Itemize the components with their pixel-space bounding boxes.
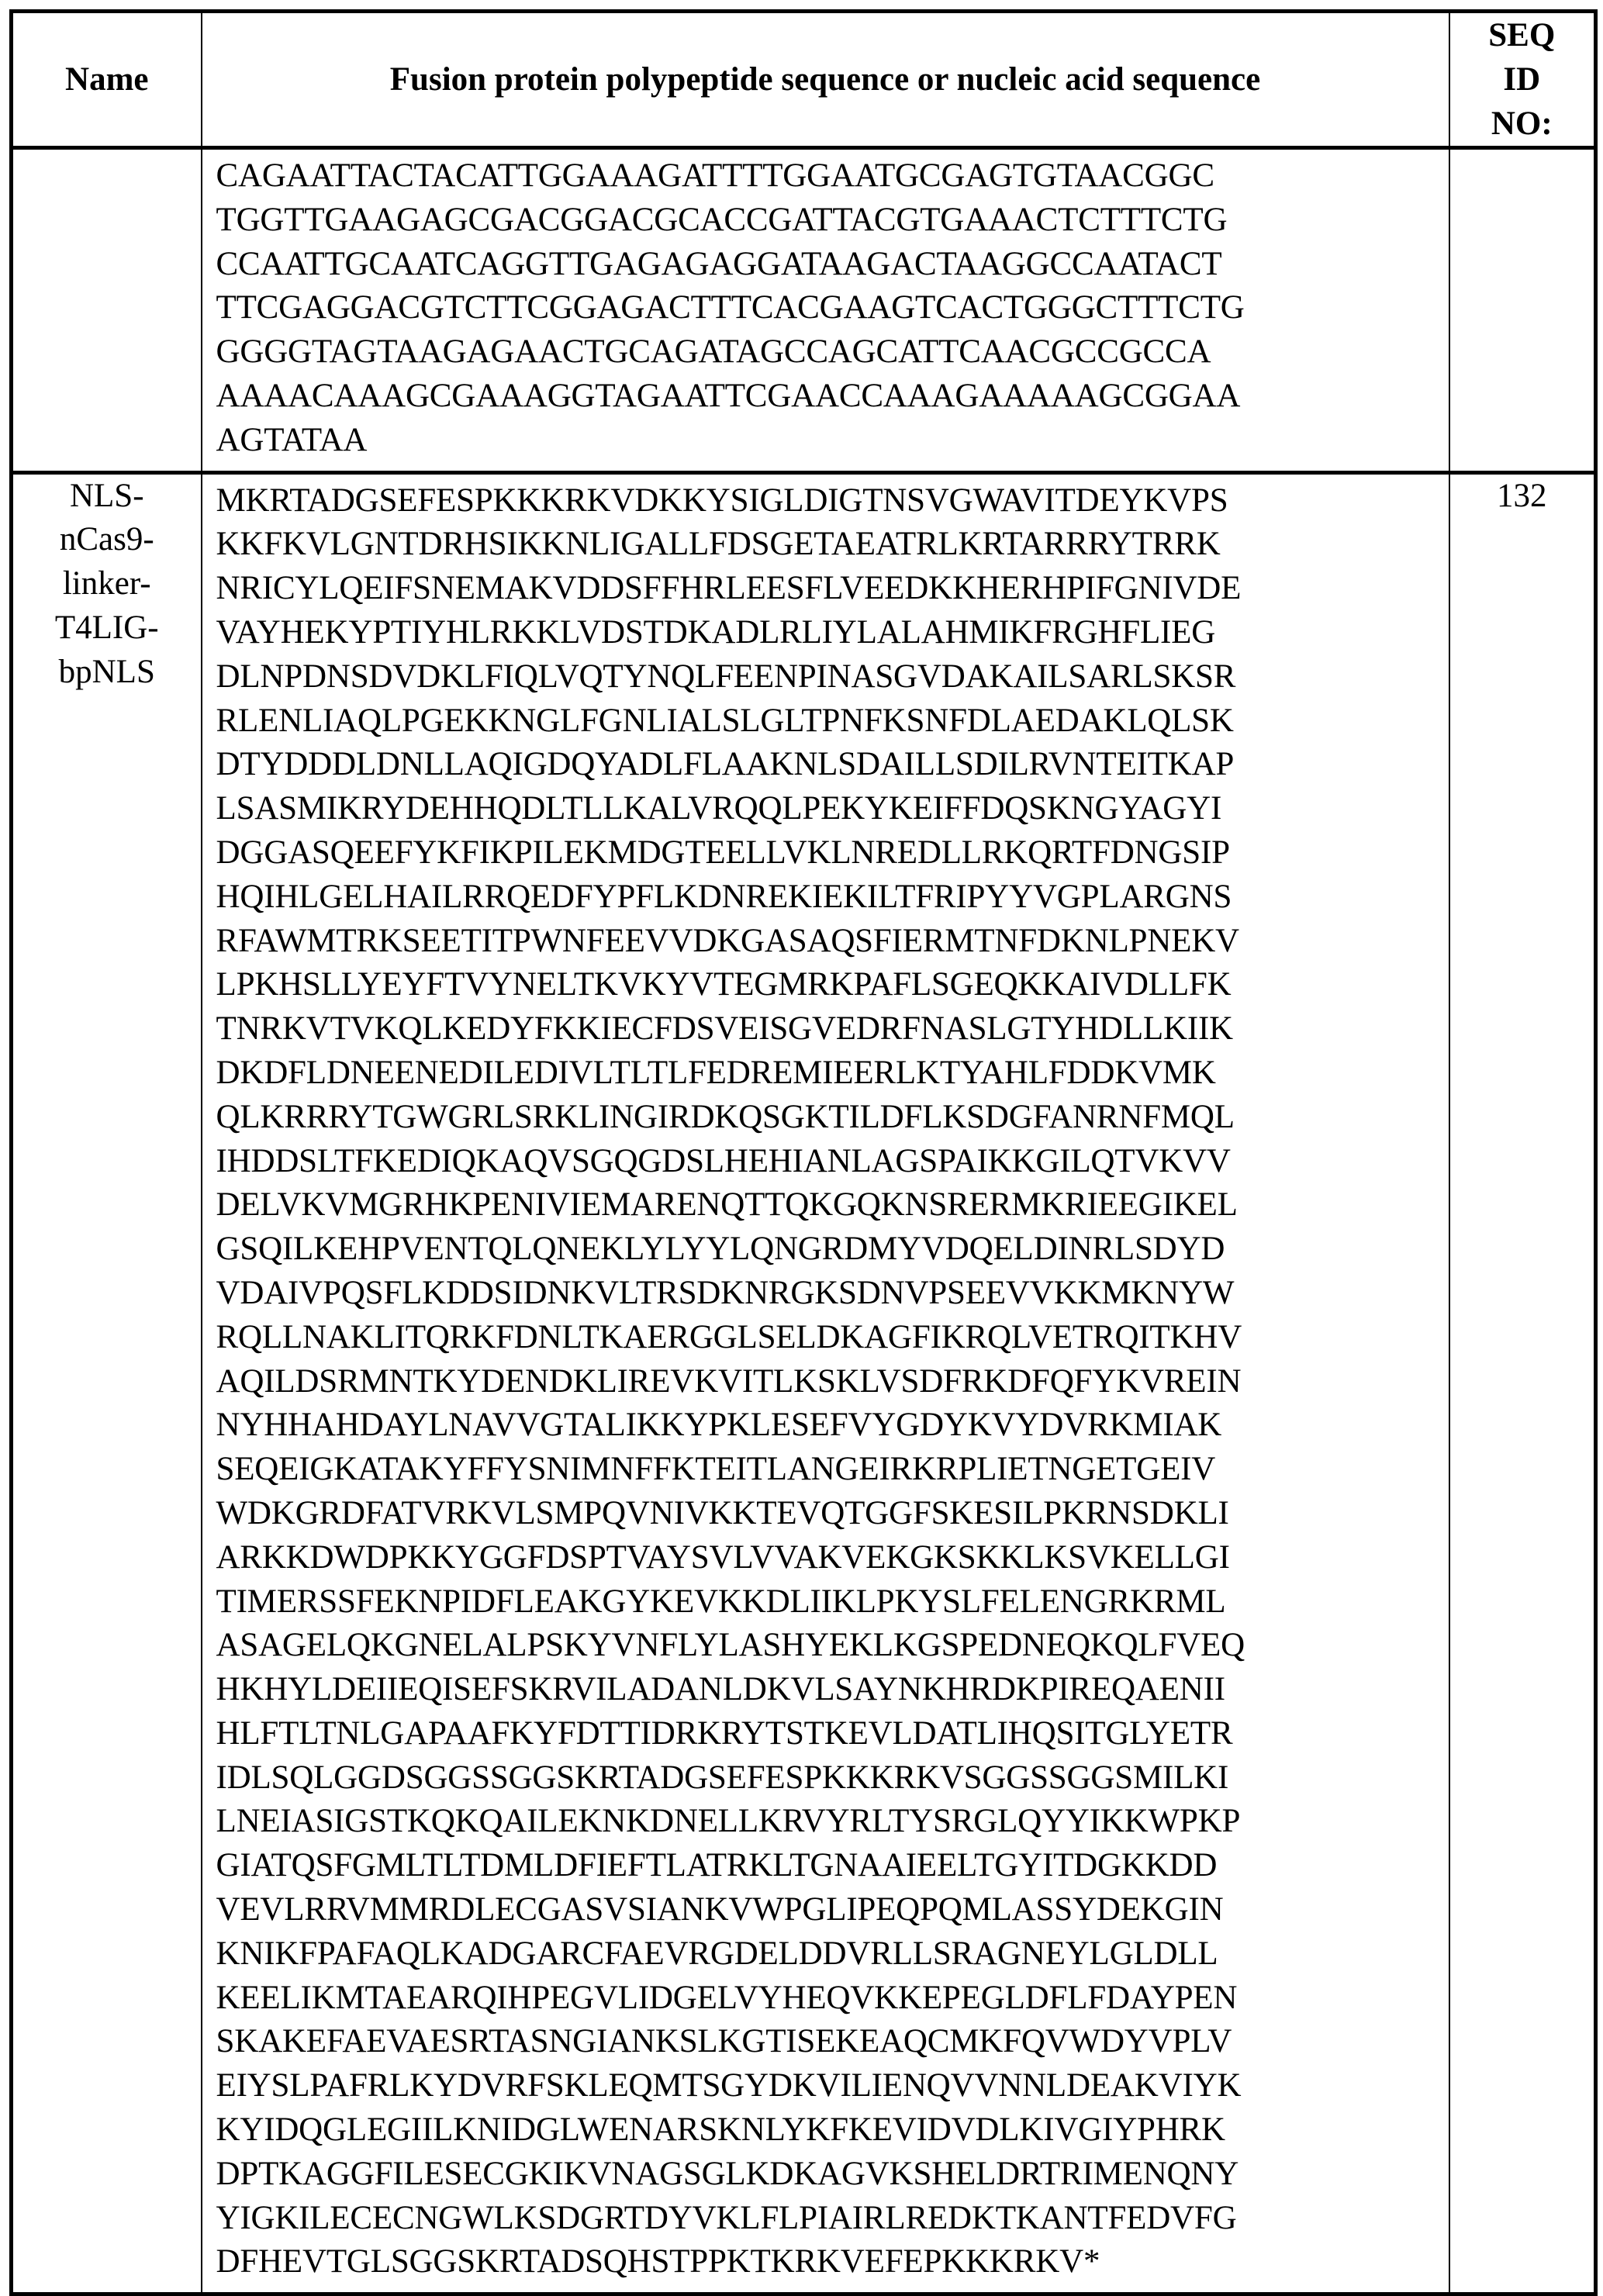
sequence-line: AAAACAAAGCGAAAGGTAGAATTCGAACCAAAGAAAAAGCGGAA xyxy=(216,377,1241,414)
sequence-line: IHDDSLTFKEDIQKAQVSGQGDSLHEHIANLAGSPAIKKGILQTVKVV xyxy=(216,1142,1231,1179)
sequence-line: DPTKAGGFILESECGKIKVNAGSGLKDKAGVKSHELDRTRIMENQNY xyxy=(216,2155,1239,2192)
table-row xyxy=(12,472,1596,2294)
sequence-line: RQLLNAKLITQRKFDNLTKAERGGLSELDKAGFIKRQLVETRQITKHV xyxy=(216,1318,1242,1355)
row-name-cell xyxy=(12,148,202,473)
sequence-line: ASAGELQKGNELALPSKYVNFLYLASHYEKLKGSPEDNEQKQLFVEQ xyxy=(216,1627,1245,1664)
sequence-line: SKAKEFAEVAESRTASNGIANKSLKGTISEKEAQCMKFQVWDYVPLV xyxy=(216,2023,1232,2060)
sequence-line: DFHEVTGLSGGSKRTADSQHSTPPKTKRKVEFEPKKKRKV* xyxy=(216,2243,1100,2280)
row-sequence-cell xyxy=(202,148,1449,473)
sequence-line: YIGKILECECNGWLKSDGRTDYVKLFLPIAIRLREDKTKANTFEDVFG xyxy=(216,2199,1237,2236)
sequence-line: MKRTADGSEFESPKKKRKVDKKYSIGLDIGTNSVGWAVITDEYKVPS xyxy=(216,482,1228,519)
sequence-line: VAYHEKYPTIYHLRKKLVDSTDKADLRLIYLALAHMIKFRGHFLIEG xyxy=(216,613,1216,651)
sequence-line: GIATQSFGMLTLTDMLDFIEFTLATRKLTGNAAIEELTGYITDGKKDD xyxy=(216,1847,1218,1884)
sequence-line: AGTATAA xyxy=(216,421,368,458)
construct-name-line: linker- xyxy=(62,565,151,602)
sequence-line: TTCGAGGACGTCTTCGGAGACTTTCACGAAGTCACTGGGCTTTCTG xyxy=(216,289,1245,326)
sequence-line: NYHHAHDAYLNAVVGTALIKKYPKLESEFVYGDYKVYDVRKMIAK xyxy=(216,1407,1222,1444)
sequence-line: DKDFLDNEENEDILEDIVLTLTLFEDREMIEERLKTYAHLFDDKVMK xyxy=(216,1054,1216,1091)
sequence-line: HKHYLDEIIEQISEFSKRVILADANLDKVLSAYNKHRDKPIREQAENII xyxy=(216,1671,1225,1708)
sequence-line: SEQEIGKATAKYFFYSNIMNFFKTEITLANGEIRKRPLIETNGETGEIV xyxy=(216,1451,1216,1488)
sequence-line: NRICYLQEIFSNEMAKVDDSFFHRLEESFLVEEDKKHERHPIFGNIVDE xyxy=(216,570,1242,607)
header-seq-id-line: SEQ xyxy=(1488,17,1556,54)
header-sequence: Fusion protein polypeptide sequence or nucleic acid sequence xyxy=(202,12,1449,148)
sequence-line: QLKRRRYTGWGRLSRKLINGIRDKQSGKTILDFLKSDGFANRNFMQL xyxy=(216,1098,1235,1135)
sequence-line: VDAIVPQSFLKDDSIDNKVLTRSDKNRGKSDNVPSEEVVKKMKNYW xyxy=(216,1274,1235,1311)
construct-name-line: T4LIG- xyxy=(54,609,159,646)
sequence-line: TIMERSSFEKNPIDFLEAKGYKEVKKDLIIKLPKYSLFELENGRKRML xyxy=(216,1583,1226,1620)
sequence-line: TGGTTGAAGAGCGACGGACGCACCGATTACGTGAAACTCTTTCTG xyxy=(216,201,1228,238)
header-seq-id-line: NO: xyxy=(1491,105,1553,142)
sequence-line: DELVKVMGRHKPENIVIEMARENQTTQKGQKNSRERMKRIEEGIKEL xyxy=(216,1186,1238,1224)
sequence-line: LPKHSLLYEYFTVYNELTKVKYVTEGMRKPAFLSGEQKKAIVDLLFK xyxy=(216,966,1232,1003)
construct-name-line: bpNLS xyxy=(58,653,155,690)
sequence-line: KKFKVLGNTDRHSIKKNLIGALLFDSGETAEATRLKRTARRRYTRRK xyxy=(216,526,1221,563)
sequence-line: CAGAATTACTACATTGGAAAGATTTTGGAATGCGAGTGTAACGGC xyxy=(216,157,1214,194)
sequence-line: LNEIASIGSTKQKQAILEKNKDNELLKRVYRLTYSRGLQYYIKKWPKP xyxy=(216,1803,1241,1840)
sequence-line: RLENLIAQLPGEKKNGLFGNLIALSLGLTPNFKSNFDLAEDAKLQLSK xyxy=(216,702,1234,739)
sequence-line: DTYDDDLDNLLAQIGDQYADLFLAAKNLSDAILLSDILRVNTEITKAP xyxy=(216,746,1235,783)
construct-name-line: nCas9- xyxy=(59,521,154,558)
sequence-line: HLFTLTNLGAPAAFKYFDTTIDRKRYTSTKEVLDATLIHQSITGLYETR xyxy=(216,1714,1233,1752)
sequence-line: KYIDQGLEGIILKNIDGLWENARSKNLYKFKEVIDVDLKIVGIYPHRK xyxy=(216,2111,1225,2149)
sequence-line: AQILDSRMNTKYDENDKLIREVKVITLKSKLVSDFRKDFQFYKVREIN xyxy=(216,1362,1242,1400)
row-seq-id-cell xyxy=(1449,148,1596,473)
row-name-cell xyxy=(12,472,202,2294)
sequence-line: VEVLRRVMMRDLECGASVSIANKVWPGLIPEQPQMLASSYDEKGIN xyxy=(216,1891,1224,1928)
header-name: Name xyxy=(12,12,202,148)
sequence-line: GSQILKEHPVENTQLQNEKLYLYYLQNGRDMYVDQELDINRLSDYD xyxy=(216,1231,1225,1268)
row-sequence-cell xyxy=(202,472,1449,2294)
sequence-line: EIYSLPAFRLKYDVRFSKLEQMTSGYDKVILIENQVVNNLDEAKVIYK xyxy=(216,2067,1242,2104)
construct-name-line: NLS- xyxy=(69,477,144,514)
sequence-line: GGGGTAGTAAGAGAACTGCAGATAGCCAGCATTCAACGCCGCCA xyxy=(216,333,1211,371)
sequence-line: KEELIKMTAEARQIHPEGVLIDGELVYHEQVKKEPEGLDFLFDAYPEN xyxy=(216,1979,1238,2016)
sequence-line: CCAATTGCAATCAGGTTGAGAGAGGATAAGACTAAGGCCAATACT xyxy=(216,245,1222,282)
header-seq-id-line: ID xyxy=(1503,61,1541,98)
sequence-line: TNRKVTVKQLKEDYFKKIECFDSVEISGVEDRFNASLGTYHDLLKIIK xyxy=(216,1010,1233,1048)
table-header-row xyxy=(12,12,1596,148)
sequence-table xyxy=(9,9,1598,2296)
sequence-line: WDKGRDFATVRKVLSMPQVNIVKKTEVQTGGFSKESILPKRNSDKLI xyxy=(216,1494,1229,1531)
sequence-line: IDLSQLGGDSGGSSGGSKRTADGSEFESPKKKRKVSGGSSGGSMILKI xyxy=(216,1759,1229,1796)
table-row xyxy=(12,148,1596,473)
sequence-line: LSASMIKRYDEHHQDLTLLKALVRQQLPEKYKEIFFDQSKNGYAGYI xyxy=(216,790,1222,827)
row-seq-id-cell: 132 xyxy=(1449,472,1596,2294)
sequence-line: HQIHLGELHAILRRQEDFYPFLKDNREKIEKILTFRIPYYVGPLARGNS xyxy=(216,878,1232,915)
sequence-line: ARKKDWDPKKYGGFDSPTVAYSVLVVAKVEKGKSKKLKSVKELLGI xyxy=(216,1538,1230,1576)
sequence-line: DLNPDNSDVDKLFIQLVQTYNQLFEENPINASGVDAKAILSARLSKSR xyxy=(216,658,1236,695)
sequence-line: RFAWMTRKSEETITPWNFEEVVDKGASAQSFIERMTNFDKNLPNEKV xyxy=(216,922,1239,959)
sequence-line: DGGASQEEFYKFIKPILEKMDGTEELLVKLNREDLLRKQRTFDNGSIP xyxy=(216,834,1230,871)
header-seq-id xyxy=(1449,12,1596,148)
sequence-line: KNIKFPAFAQLKADGARCFAEVRGDELDDVRLLSRAGNEYLGLDLL xyxy=(216,1935,1218,1972)
